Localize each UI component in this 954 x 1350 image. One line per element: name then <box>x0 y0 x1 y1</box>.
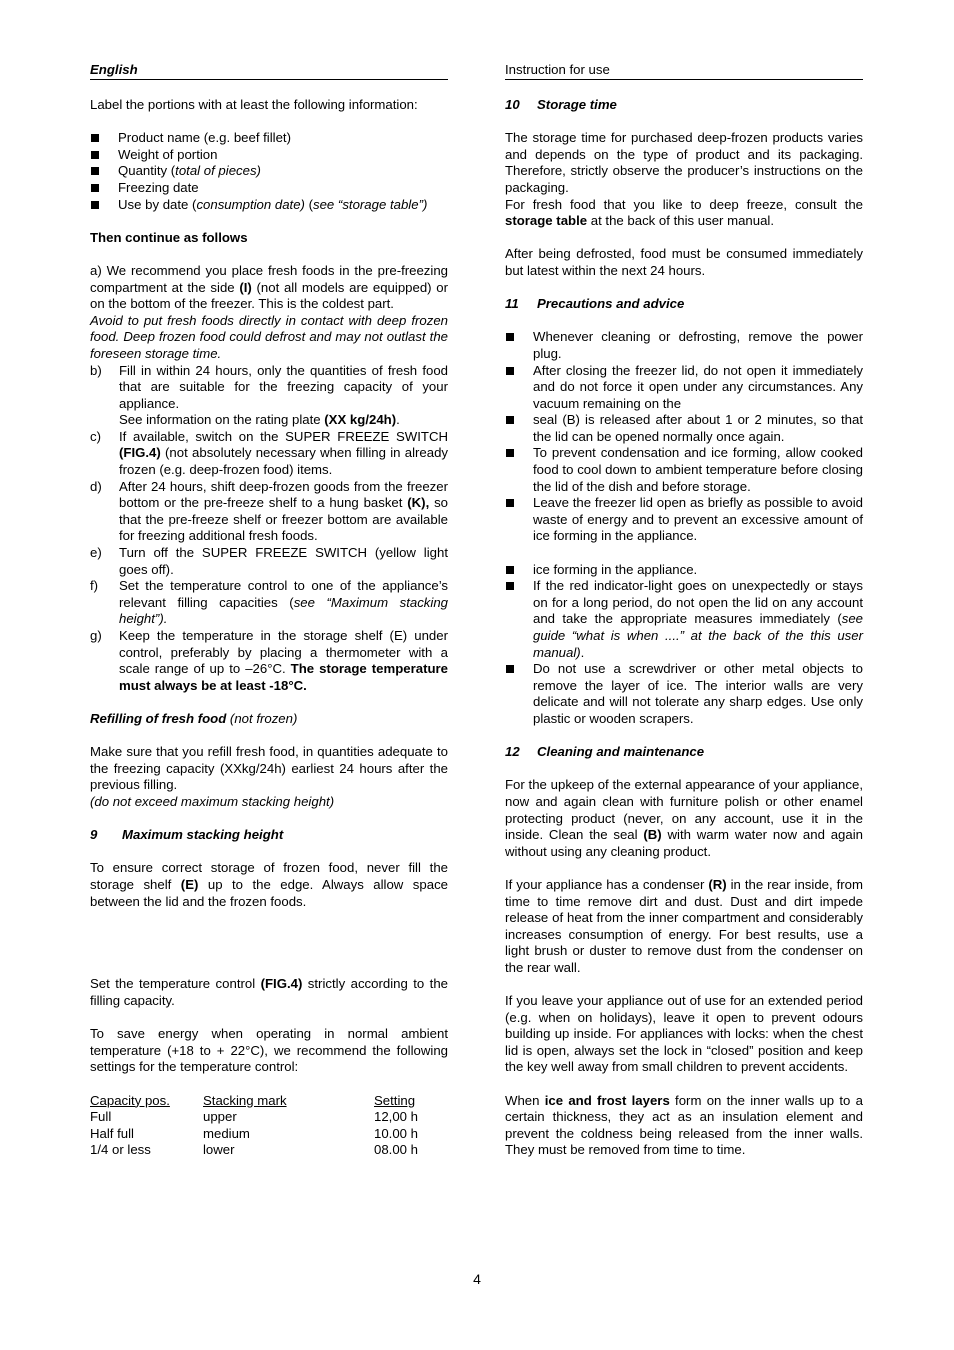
save-energy-text: To save energy when operating in normal ambient temperature (+18 to + 22°C), we recommend the following settings for the temperature control: <box>90 1026 448 1075</box>
table-header-cell: Setting <box>374 1092 416 1108</box>
list-item: Weight of portion <box>90 147 448 164</box>
defrosted-text: After being defrosted, food must be consumed immediately but latest within the next 24 hours. <box>505 246 863 278</box>
list-item: seal (B) is released after about 1 or 2 minutes, so that the lid can be opened normally once again. <box>505 412 863 445</box>
list-item: Whenever cleaning or defrosting, remove the power plug. <box>505 329 863 362</box>
settings-table <box>90 1093 418 1159</box>
then-continue-heading: Then continue as follows <box>90 229 248 245</box>
section-9-heading: 9 Maximum stacking height <box>90 827 284 843</box>
table-header-row <box>90 1093 418 1110</box>
list-item: To prevent condensation and ice forming, allow cooked food to cool down to ambient temperature before closing the lid of the dish and before storage. <box>505 445 863 495</box>
table-cell: medium <box>203 1125 250 1141</box>
list-item: Freezing date <box>90 180 448 197</box>
left-column <box>90 62 448 1159</box>
document-header: Instruction for use <box>505 62 863 80</box>
refilling-text: Make sure that you refill fresh food, in quantities adequate to the freezing capacity (XXkg/24h) earliest 24 hours after the previous filling. <box>90 744 448 793</box>
list-item: Do not use a screwdriver or other metal objects to remove the layer of ice. The interior walls are very delicate and will not tolerate any sharp edges. Use only plastic or wooden scrapers. <box>505 661 863 727</box>
label-info-list <box>90 130 448 213</box>
list-item: f) Set the temperature control to one of the appliance’s relevant filling capacities (see “Maximum stacking height”). <box>90 578 448 627</box>
storage-table-text: For fresh food that you like to deep freeze, consult the storage table at the back of this user manual. <box>505 196 863 229</box>
list-item: c) If available, switch on the SUPER FREEZE SWITCH (FIG.4) (not absolutely necessary when filling in already frozen (e.g. deep-frozen food) items. <box>90 428 448 478</box>
table-row <box>90 1126 418 1143</box>
list-item: ice forming in the appliance. <box>505 562 863 579</box>
list-item: d) After 24 hours, shift deep-frozen goods from the freezer bottom or the pre-freeze shelf to a hung basket (K), so that the pre-freeze shelf or freezer bottom are available for freezing additional fresh foods. <box>90 478 448 544</box>
temperature-control-text: Set the temperature control (FIG.4) strictly according to the filling capacity. <box>90 976 449 1009</box>
step-a-warning: Avoid to put fresh foods directly in contact with deep frozen food. Deep frozen food could defrost and may not outlast the foreseen storage time. <box>90 312 448 361</box>
list-item: Use by date (consumption date) (see “storage table”) <box>90 197 448 214</box>
upkeep-text: For the upkeep of the external appearance of your appliance, now and again clean with furniture polish or other enamel protecting product (never, on any account, use it in the inside. Clean the seal (B) with warm water now and again without using any cleaning product. <box>505 777 863 859</box>
page-number: 4 <box>473 1271 481 1287</box>
table-header-cell: Capacity pos. <box>90 1092 170 1108</box>
table-cell: 08.00 h <box>374 1142 418 1158</box>
refilling-note: (do not exceed maximum stacking height) <box>90 793 335 809</box>
list-item: Product name (e.g. beef fillet) <box>90 130 448 147</box>
table-cell: Half full <box>90 1125 134 1141</box>
table-cell: upper <box>203 1109 237 1125</box>
out-of-use-text: If you leave your appliance out of use for an extended period (e.g. when on holidays), leave it open to prevent odours building up inside. For appliances with locks: when the chest lid is open, always set the lock in “closed” position and keep the key well away from small children to prevent accidents. <box>505 993 863 1075</box>
list-item: Quantity (total of pieces) <box>90 163 448 180</box>
table-cell: 12,00 h <box>374 1109 418 1125</box>
table-cell: 1/4 or less <box>90 1142 151 1158</box>
list-item: g) Keep the temperature in the storage shelf (E) under control, preferably by placing a thermometer with a scale range of up to –26°C. The storage temperature must always be at least -18°C. <box>90 628 448 693</box>
language-header: English <box>90 62 448 80</box>
condenser-text: If your appliance has a condenser (R) in the rear inside, from time to time remove dirt and dust. Dust and dirt impede release of heat from the inner compartment and considerably increases consumption of energy. For best results, use a light brush or duster to remove dust from the condenser on the rear wall. <box>505 876 863 975</box>
list-item: Leave the freezer lid open as briefly as possible to avoid waste of energy and to prevent an excessive amount of ice forming in the appliance. <box>505 495 863 545</box>
section-11-heading: 11 Precautions and advice <box>505 296 685 312</box>
stacking-text: To ensure correct storage of frozen food, never fill the storage shelf (E) up to the edge. Always allow space between the lid and the frozen foods. <box>90 860 448 909</box>
table-cell: lower <box>203 1142 235 1158</box>
table-cell: 10.00 h <box>374 1125 418 1141</box>
table-row <box>90 1109 418 1126</box>
steps-list <box>90 363 448 695</box>
list-item: If the red indicator-light goes on unexpectedly or stays on for a long period, do not open the lid on any account and take the appropriate measures immediately (see guide “what is when ....” at the back of the this user manual). <box>505 578 863 661</box>
list-item: e) Turn off the SUPER FREEZE SWITCH (yellow light goes off). <box>90 545 448 577</box>
precautions-list-continued <box>505 562 863 728</box>
ice-layers-text: When ice and frost layers form on the inner walls up to a certain thickness, they act as an insulation element and prevent the coldness being released from the inner walls. They must be removed from time to time. <box>505 1092 863 1158</box>
section-10-heading: 10 Storage time <box>505 97 617 112</box>
precautions-list <box>505 329 863 545</box>
refilling-heading: Refilling of fresh food (not frozen) <box>90 710 298 726</box>
intro-text: Label the portions with at least the following information: <box>90 97 418 112</box>
list-item: b) Fill in within 24 hours, only the quantities of fresh food that are suitable for the freezing capacity of your appliance. See information on the rating plate (XX kg/24h). <box>90 362 448 428</box>
section-12-heading: 12 Cleaning and maintenance <box>505 744 705 760</box>
right-column <box>505 62 863 1176</box>
table-header-cell: Stacking mark <box>203 1092 287 1108</box>
table-cell: Full <box>90 1109 112 1125</box>
storage-time-text: The storage time for purchased deep-frozen products varies and depends on the type of product and its packaging. Therefore, strictly observe the producer’s instructions on the packaging. <box>505 130 863 195</box>
table-row <box>90 1142 418 1159</box>
list-item: After closing the freezer lid, do not open it immediately and do not force it open under any circumstances. Any vacuum remaining on the <box>505 363 863 413</box>
step-a-text: a) We recommend you place fresh foods in the pre-freezing compartment at the side (I) (not all models are equipped) or on the bottom of the freezer. This is the coldest part. <box>90 262 448 312</box>
